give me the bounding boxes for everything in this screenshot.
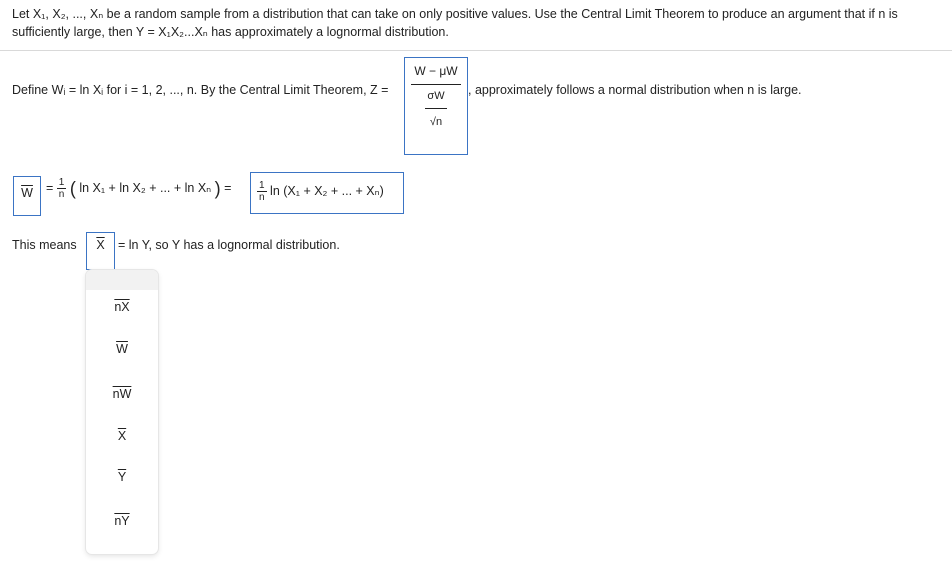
dropdown-menu: [86, 270, 158, 554]
z-numerator: W − μW: [414, 64, 458, 78]
problem-line-1: Let X₁, X₂, ..., Xₙ be a random sample from a distribution that can take on only positive values. Use the Central Limit Theorem to produce an argument that if n is: [12, 7, 898, 21]
dropdown-header: [86, 270, 158, 290]
answer-2-value: $\frac{1}{n}$ ln (X₁ + X₂ + ... + Xₙ): [259, 180, 384, 204]
define-suffix: , approximately follows a normal distribution when n is large.: [468, 83, 802, 97]
answer-1-value: $\overline{W}$: [21, 186, 33, 200]
option-Y[interactable]: $\overline{Y}$: [117, 470, 127, 484]
z-den-bottom: √n: [429, 116, 443, 128]
means-suffix: = ln Y, so Y has a lognormal distribution.: [118, 238, 340, 252]
problem-line-2: sufficiently large, then Y = X₁X₂...Xₙ has approximately a lognormal distribution.: [12, 25, 449, 39]
select-box[interactable]: [86, 232, 115, 270]
divider: [0, 50, 952, 51]
option-nY[interactable]: $\overline{nY}$: [114, 514, 130, 528]
answer-box-1[interactable]: [13, 176, 41, 216]
z-den-bar: [425, 108, 447, 109]
select-value: $\overline{X}$: [96, 238, 105, 252]
option-X[interactable]: $\overline{X}$: [117, 429, 127, 443]
z-den-top: σW: [427, 90, 445, 102]
z-formula-box[interactable]: [404, 57, 468, 155]
option-nW[interactable]: $\overline{nW}$: [112, 387, 132, 401]
one-over-n: $\frac{1}{n}$: [58, 177, 65, 201]
option-W[interactable]: $\overline{W}$: [116, 342, 128, 356]
wbar-expression: = $\frac{1}{n}$ ( ln X₁ + ln X₂ + ... + ln Xₙ ) =: [46, 177, 232, 201]
option-nX[interactable]: $\overline{nX}$: [114, 300, 130, 314]
means-prefix: This means: [12, 238, 77, 252]
z-fraction-bar: [411, 84, 461, 85]
answer-box-2[interactable]: [250, 172, 404, 214]
define-prefix: Define Wᵢ = ln Xᵢ for i = 1, 2, ..., n. By the Central Limit Theorem, Z =: [12, 83, 389, 97]
